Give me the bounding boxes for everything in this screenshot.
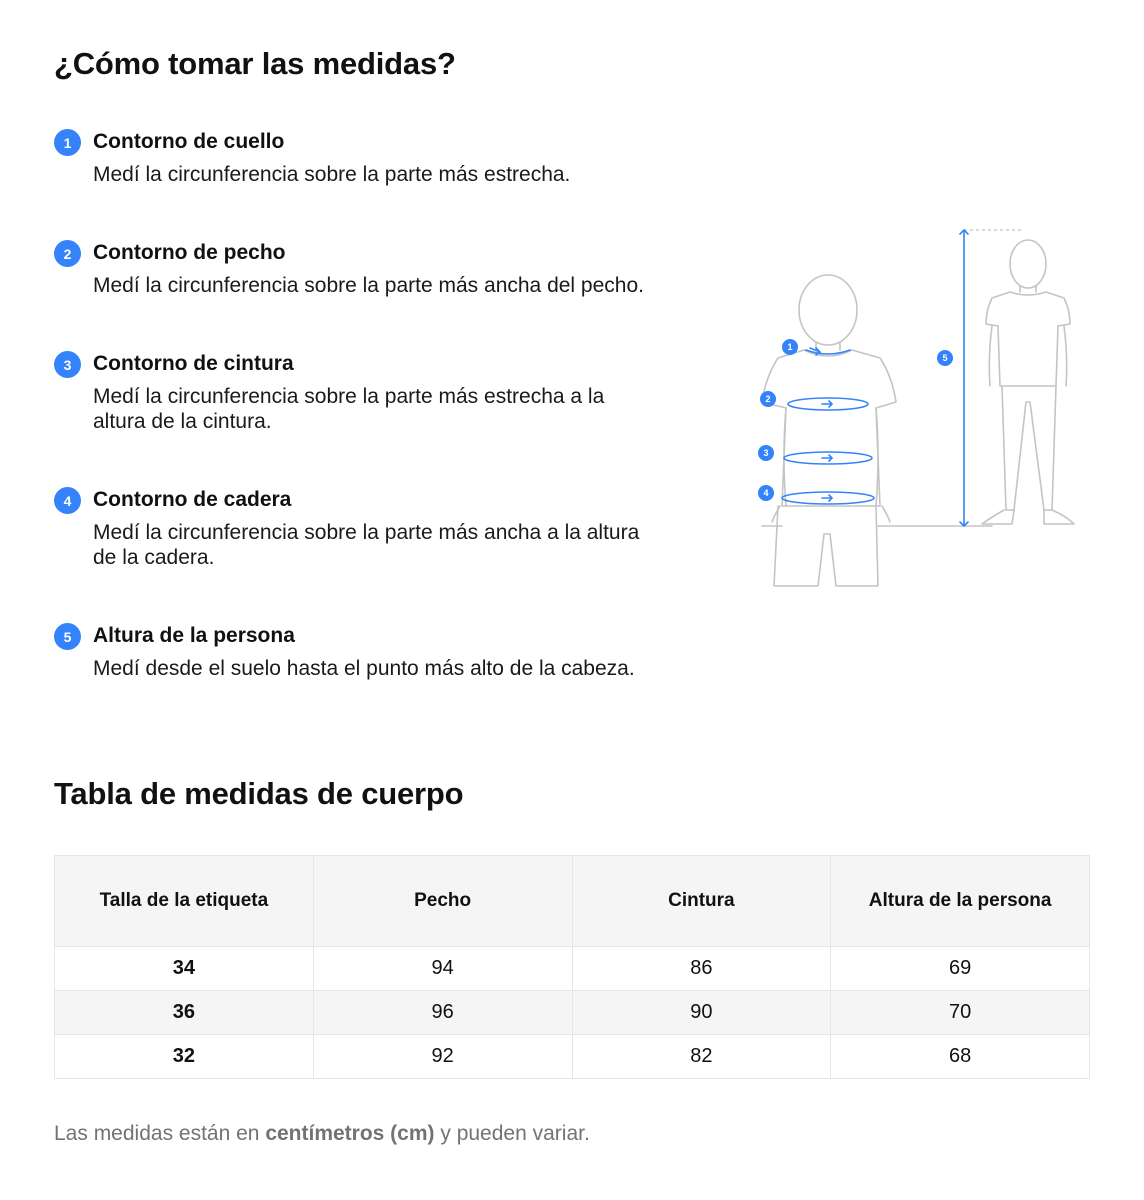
- table-row: [55, 947, 1090, 991]
- measurement-steps: [54, 128, 644, 681]
- marker-label: 2: [765, 394, 771, 404]
- step-description: Medí la circunferencia sobre la parte más ancha del pecho.: [93, 274, 644, 297]
- step-title: Contorno de cintura: [93, 352, 294, 375]
- note-text-after: y pueden variar.: [434, 1122, 590, 1145]
- header-chest: Pecho: [313, 856, 572, 947]
- step-description: Medí desde el suelo hasta el punto más alto de la cabeza.: [93, 657, 635, 680]
- marker-3-icon: [758, 445, 774, 461]
- step-number-badge: 1: [54, 129, 81, 156]
- table-row: [55, 991, 1090, 1035]
- page-title: ¿Cómo tomar las medidas?: [54, 46, 456, 81]
- size-table: [54, 855, 1090, 1079]
- cell-height: 70: [831, 991, 1090, 1035]
- cell-waist: 82: [572, 1035, 831, 1079]
- marker-label: 3: [763, 448, 769, 458]
- step-title: Altura de la persona: [93, 624, 295, 647]
- cell-height: 69: [831, 947, 1090, 991]
- marker-label: 4: [763, 488, 769, 498]
- cell-size: 36: [55, 991, 314, 1035]
- cell-chest: 96: [313, 991, 572, 1035]
- step-description: Medí la circunferencia sobre la parte más estrecha.: [93, 163, 571, 186]
- units-note: [54, 1122, 590, 1146]
- step-title: Contorno de cuello: [93, 130, 285, 153]
- table-title: Tabla de medidas de cuerpo: [54, 776, 464, 811]
- header-size-label: Talla de la etiqueta: [55, 856, 314, 947]
- step-description: Medí la circunferencia sobre la parte más estrecha a la altura de la cintura.: [93, 385, 605, 433]
- step-height: [54, 622, 644, 681]
- table-header-row: [55, 856, 1090, 947]
- cell-waist: 90: [572, 991, 831, 1035]
- height-measure-line: [960, 230, 968, 526]
- marker-2-icon: [760, 391, 776, 407]
- step-description: Medí la circunferencia sobre la parte más ancha a la altura de la cadera.: [93, 521, 640, 569]
- note-units: centímetros (cm): [265, 1122, 435, 1145]
- step-neck: [54, 128, 644, 187]
- step-hip: [54, 486, 644, 570]
- step-number-badge: 4: [54, 487, 81, 514]
- table-row: [55, 1035, 1090, 1079]
- step-number-badge: 3: [54, 351, 81, 378]
- marker-1-icon: [782, 339, 798, 355]
- step-chest: [54, 239, 644, 298]
- header-waist: Cintura: [572, 856, 831, 947]
- cell-height: 68: [831, 1035, 1090, 1079]
- header-height: Altura de la persona: [831, 856, 1090, 947]
- step-title: Contorno de pecho: [93, 241, 286, 264]
- side-figure-icon: [932, 240, 1074, 526]
- step-number-badge: 2: [54, 240, 81, 267]
- cell-size: 32: [55, 1035, 314, 1079]
- cell-chest: 94: [313, 947, 572, 991]
- marker-label: 1: [787, 342, 793, 352]
- note-text-before: Las medidas están en: [54, 1122, 266, 1145]
- marker-4-icon: [758, 485, 774, 501]
- marker-5-icon: [937, 350, 953, 366]
- front-figure-icon: [762, 275, 932, 586]
- cell-waist: 86: [572, 947, 831, 991]
- step-title: Contorno de cadera: [93, 488, 292, 511]
- cell-chest: 92: [313, 1035, 572, 1079]
- marker-label: 5: [942, 353, 948, 363]
- step-waist: [54, 350, 644, 434]
- cell-size: 34: [55, 947, 314, 991]
- body-measurement-illustration: [752, 226, 1082, 590]
- step-number-badge: 5: [54, 623, 81, 650]
